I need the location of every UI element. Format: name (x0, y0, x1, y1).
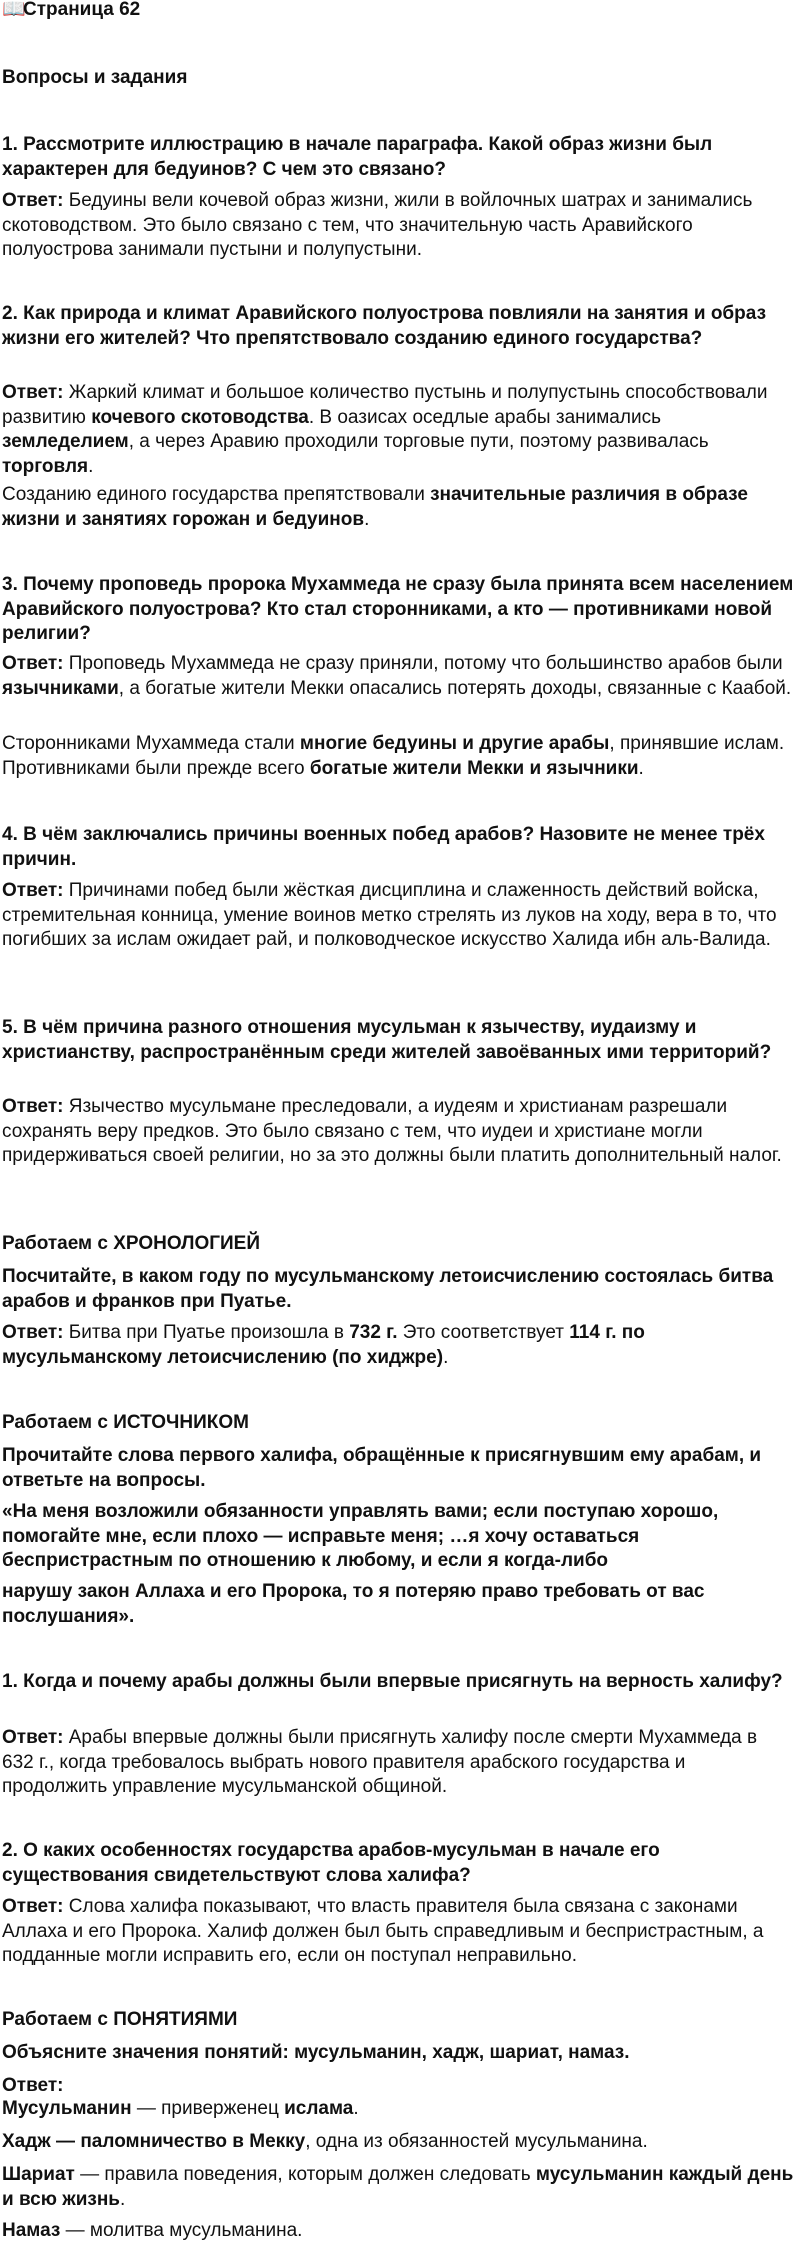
concept-sharia (2, 2163, 794, 2212)
definition: — молитва мусульманина. (60, 2220, 303, 2241)
answer-emphasis: многие бедуины и другие арабы (299, 733, 610, 754)
answer-text: Бедуины вели кочевой образ жизни, жили в войлочных шатрах и занимались скотоводством. Это было связано с тем, что значительную часть Аравийского полуострова занимали пустыни и полупустыни. (2, 190, 753, 261)
answer-label: Ответ: (2, 1896, 64, 1917)
answer-text: Арабы впервые должны были присягнуть халифу после смерти Мухаммеда в 632 г., когда требовалось выбрать нового правителя арабского государства и продолжить управление мусульманской общиной. (2, 1727, 758, 1798)
answer-emphasis: язычниками (2, 677, 119, 699)
answer-text: . (88, 456, 94, 478)
source-quote-part-2: нарушу закон Аллаха и его Пророка, то я потеряю право требовать от вас послушания». (2, 1581, 705, 1627)
answer-text: . (443, 1346, 449, 1368)
answer-2 (2, 381, 794, 480)
answer-text: . (364, 508, 370, 530)
source-task: Прочитайте слова первого халифа, обращённые к присягнувшим ему арабам, и ответьте на вопросы. (2, 1445, 762, 1491)
answer-3 (2, 652, 794, 701)
definition-emphasis: мусульманин каждый день и всю жизнь (2, 2164, 794, 2210)
definition-emphasis: ислама (284, 2098, 354, 2119)
chronology-heading: Работаем с ХРОНОЛОГИЕЙ (2, 1233, 260, 1254)
answer-1 (2, 189, 794, 263)
answer-2-paragraph-2 (2, 483, 794, 532)
answer-text: Причинами побед были жёсткая дисциплина и слаженность действий войска, стремительная конница, умение воинов метко стрелять из луков на ходу, вера в то, что погибших за ислам ожидает рай, и полководческое искусство Халида ибн аль-Валида. (2, 880, 777, 951)
answer-text: Созданию единого государства препятствовали (2, 484, 431, 505)
term: Хадж — паломничество в Мекку (2, 2131, 306, 2152)
answer-text: Жаркий климат и большое количество пустынь и полупустынь способствовали развитию (2, 382, 768, 428)
answer-emphasis: 114 г. по мусульманскому летоисчислению (по хиджре) (2, 1322, 645, 1368)
definition: . (353, 2098, 359, 2119)
answer-emphasis: 732 г. (349, 1322, 398, 1343)
answer-label: Ответ: (2, 653, 64, 674)
source-question-2: 2. О каких особенностях государства арабов-мусульман в начале его существования свидетельствуют слова халифа? (2, 1840, 660, 1886)
source-answer-1 (2, 1726, 794, 1800)
answer-text: Язычество мусульмане преследовали, а иудеям и христианам разрешали сохранять веру предков. Это было связано с тем, что иудеи и христиане могли придерживаться своей религии, но за это должны были платить дополнительный налог. (2, 1096, 782, 1167)
source-heading: Работаем с ИСТОЧНИКОМ (2, 1412, 249, 1433)
concept-hajj (2, 2130, 794, 2155)
answer-5 (2, 1095, 794, 1169)
answer-label: Ответ: (2, 880, 64, 901)
answer-text: . В оазисах оседлые арабы занимались (308, 406, 661, 428)
answer-emphasis: земледелием (2, 431, 129, 453)
term: Шариат (2, 2164, 75, 2185)
term: Намаз (2, 2220, 61, 2241)
answer-label: Ответ: (2, 382, 64, 403)
answer-label: Ответ: (2, 1096, 64, 1117)
definition: , одна из обязанностей мусульманина. (305, 2131, 648, 2152)
answer-4 (2, 879, 794, 953)
answer-emphasis: богатые жители Мекки и язычники (309, 757, 639, 779)
concepts-answer-label: Ответ: (2, 2075, 64, 2096)
concepts-heading: Работаем с ПОНЯТИЯМИ (2, 2009, 238, 2030)
book-icon: 📖 (2, 0, 26, 20)
answer-label: Ответ: (2, 1322, 64, 1343)
answer-text: Битва при Пуатье произошла в (63, 1322, 350, 1343)
concept-namaz (2, 2219, 794, 2244)
answer-emphasis: торговля (2, 456, 89, 478)
chronology-answer (2, 1321, 794, 1370)
question-5: 5. В чём причина разного отношения мусульман к язычеству, иудаизму и христианству, распространённым среди жителей завоёванных ими территорий? (2, 1017, 772, 1063)
term: Мусульманин (2, 2098, 132, 2119)
concept-muslim (2, 2097, 794, 2122)
answer-text: , а богатые жители Мекки опасались потерять доходы, связанные с Каабой. (118, 677, 792, 699)
definition: . (120, 2188, 126, 2210)
answer-text: Это соответствует (397, 1322, 570, 1343)
answer-text: , принявшие ислам. Противниками были прежде всего (2, 733, 785, 779)
question-3: 3. Почему проповедь пророка Мухаммеда не сразу была принята всем населением Аравийского полуострова? Кто стал сторонниками, а кто — противниками новой религии? (2, 574, 794, 645)
answer-text: Сторонниками Мухаммеда стали (2, 733, 300, 754)
definition: — приверженец (131, 2098, 285, 2119)
answer-3-paragraph-2 (2, 732, 794, 781)
answer-emphasis: кочевого скотоводства (91, 406, 309, 428)
question-1: 1. Рассмотрите иллюстрацию в начале параграфа. Какой образ жизни был характерен для бедуинов? С чем это связано? (2, 134, 713, 180)
answer-text: Слова халифа показывают, что власть правителя была связана с законами Аллаха и его Пророка. Халиф должен был быть справедливым и беспристрастным, а подданные могли исправить его, если он поступал неправильно. (2, 1896, 764, 1967)
question-2: 2. Как природа и климат Аравийского полуострова повлияли на занятия и образ жизни его жителей? Что препятствовало созданию единого государства? (2, 303, 767, 349)
answer-text: , а через Аравию проходили торговые пути, поэтому развивалась (128, 431, 709, 453)
page-header (2, 0, 794, 23)
answer-emphasis: значительные различия в образе жизни и занятиях горожан и бедуинов (2, 484, 748, 530)
section-title: Вопросы и задания (2, 67, 188, 88)
answer-label: Ответ: (2, 190, 64, 211)
concepts-task: Объясните значения понятий: мусульманин, хадж, шариат, намаз. (2, 2042, 630, 2063)
chronology-task: Посчитайте, в каком году по мусульманскому летоисчислению состоялась битва арабов и франков при Пуатье. (2, 1266, 774, 1312)
answer-text: . (638, 757, 644, 779)
answer-label: Ответ: (2, 1727, 64, 1748)
page-title: Страница 62 (23, 0, 141, 20)
answer-text: Проповедь Мухаммеда не сразу приняли, потому что большинство арабов были (63, 653, 783, 674)
question-4: 4. В чём заключались причины военных побед арабов? Назовите не менее трёх причин. (2, 824, 765, 870)
source-answer-2 (2, 1895, 794, 1969)
source-question-1: 1. Когда и почему арабы должны были впервые присягнуть на верность халифу? (2, 1671, 783, 1692)
source-quote-part-1: «На меня возложили обязанности управлять вами; если поступаю хорошо, помогайте мне, если плохо — исправьте меня; …я хочу оставаться беспристрастным по отношению к любому, и если я когда-либо (2, 1501, 719, 1572)
definition: — правила поведения, которым должен следовать (74, 2164, 536, 2185)
